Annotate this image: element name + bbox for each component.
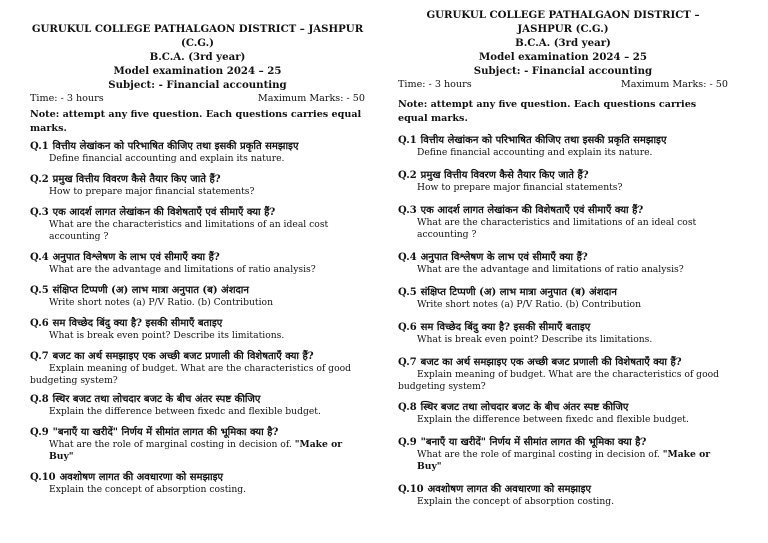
question-number: Q.3 — [398, 205, 417, 216]
question-english: Explain meaning of budget. What are the characteristics of good budgeting system? — [30, 363, 352, 386]
question-hindi: Q.10 अवशोषण लागत की अवधारणा को समझाइए — [398, 484, 592, 495]
question-number: Q.7 — [398, 357, 417, 368]
question-number: Q.6 — [30, 318, 49, 329]
question-number: Q.8 — [30, 394, 49, 405]
exam-title: Model examination 2024 – 25 — [479, 51, 647, 63]
max-marks-label: Maximum Marks: - 50 — [257, 93, 365, 104]
question-item — [30, 206, 365, 243]
time-label: Time: - 3 hours — [30, 93, 104, 104]
question-item — [30, 426, 365, 463]
question-hindi: Q.4 अनुपात विश्लेषण के लाभ एवं सीमाएँ क्या हैं? — [30, 252, 220, 263]
question-english: What are the characteristics and limitations of an ideal cost accounting ? — [49, 219, 329, 242]
exam-note: Note: attempt any five question. Each questions carries equal marks. — [398, 99, 697, 124]
course-name: B.C.A. (3rd year) — [149, 51, 246, 63]
question-item — [30, 471, 365, 496]
question-english: What are the characteristics and limitations of an ideal cost accounting ? — [417, 217, 697, 240]
time-label: Time: - 3 hours — [398, 79, 472, 90]
question-english: Define financial accounting and explain its nature. — [49, 153, 285, 164]
question-number: Q.2 — [30, 174, 49, 185]
college-name: GURUKUL COLLEGE PATHALGAON DISTRICT – JASHPUR (C.G.) — [31, 23, 364, 49]
question-number: Q.8 — [398, 402, 417, 413]
question-english: Explain the concept of absorption costing. — [49, 484, 247, 495]
subject-title: Subject: - Financial accounting — [473, 65, 653, 77]
question-hindi: Q.9 "बनाएँ या खरीदें" निर्णय में सीमांत लागत की भूमिका क्या है? — [398, 437, 647, 448]
question-hindi: Q.1 वित्तीय लेखांकन को परिभाषित कीजिए तथा इसकी प्रकृति समझाइए — [30, 141, 299, 152]
question-number: Q.9 — [30, 427, 49, 438]
question-number: Q.7 — [30, 351, 49, 362]
question-number: Q.3 — [30, 207, 49, 218]
course-name: B.C.A. (3rd year) — [515, 37, 611, 49]
question-english: What are the role of marginal costing in decision of. "Make or Buy" — [49, 439, 343, 462]
college-name: GURUKUL COLLEGE PATHALGAON DISTRICT – JASHPUR (C.G.) — [426, 9, 700, 35]
question-english: What are the advantage and limitations of ratio analysis? — [49, 264, 316, 275]
question-item — [30, 251, 365, 276]
question-item — [30, 140, 365, 165]
question-item — [398, 251, 728, 276]
question-hindi: Q.3 एक आदर्श लागत लेखांकन की विशेषताएँ एवं सीमाएँ क्या हैं? — [398, 205, 644, 216]
question-item — [398, 134, 728, 159]
exam-meta — [30, 92, 365, 106]
question-hindi: Q.2 प्रमुख वित्तीय विवरण कैसे तैयार किए जाते हैं? — [398, 170, 589, 181]
question-hindi: Q.2 प्रमुख वित्तीय विवरण कैसे तैयार किए जाते हैं? — [30, 174, 221, 185]
question-hindi: Q.8 स्थिर बजट तथा लोचदार बजट के बीच अंतर स्पष्ट कीजिए — [398, 402, 629, 413]
question-english: Write short notes (a) P/V Ratio. (b) Contribution — [417, 299, 641, 310]
question-english: Explain meaning of budget. What are the characteristics of good budgeting system? — [398, 369, 720, 392]
question-hindi: Q.1 वित्तीय लेखांकन को परिभाषित कीजिए तथा इसकी प्रकृति समझाइए — [398, 135, 667, 146]
question-hindi: Q.7 बजट का अर्थ समझाइए एक अच्छी बजट प्रणाली की विशेषताएँ क्या हैं? — [398, 357, 682, 368]
question-english: What are the advantage and limitations of ratio analysis? — [417, 264, 684, 275]
question-item — [30, 284, 365, 309]
question-hindi: Q.6 सम विच्छेद बिंदु क्या है? इसकी सीमाएँ बताइए — [30, 318, 223, 329]
question-number: Q.1 — [398, 135, 417, 146]
question-item — [30, 350, 365, 387]
question-hindi: Q.3 एक आदर्श लागत लेखांकन की विशेषताएँ एवं सीमाएँ क्या हैं? — [30, 207, 276, 218]
question-number: Q.4 — [398, 252, 417, 263]
question-item — [398, 356, 728, 393]
question-item — [30, 393, 365, 418]
question-hindi: Q.9 "बनाएँ या खरीदें" निर्णय में सीमांत लागत की भूमिका क्या है? — [30, 427, 279, 438]
question-hindi: Q.8 स्थिर बजट तथा लोचदार बजट के बीच अंतर स्पष्ट कीजिए — [30, 394, 261, 405]
exam-meta — [398, 78, 728, 92]
question-item — [398, 286, 728, 311]
question-item — [30, 173, 365, 198]
question-number: Q.5 — [398, 287, 417, 298]
max-marks-label: Maximum Marks: - 50 — [620, 79, 728, 90]
subject-title: Subject: - Financial accounting — [108, 79, 287, 91]
question-english: Define financial accounting and explain its nature. — [417, 147, 653, 158]
question-item — [398, 204, 728, 241]
question-number: Q.10 — [30, 472, 56, 483]
question-item — [398, 401, 728, 426]
question-english: Explain the difference between fixedc and flexible budget. — [417, 414, 689, 425]
question-english: How to prepare major financial statements? — [49, 186, 255, 197]
exam-page-right — [398, 0, 728, 508]
question-number: Q.1 — [30, 141, 49, 152]
question-item — [398, 321, 728, 346]
question-number: Q.9 — [398, 437, 417, 448]
question-item — [398, 483, 728, 508]
question-item — [398, 169, 728, 194]
question-item — [398, 436, 728, 473]
question-number: Q.6 — [398, 322, 417, 333]
exam-title: Model examination 2024 – 25 — [113, 65, 282, 77]
question-number: Q.4 — [30, 252, 49, 263]
question-hindi: Q.5 संक्षिप्त टिप्पणी (अ) लाभ मात्रा अनुपात (ब) अंशदान — [398, 287, 617, 298]
question-number: Q.2 — [398, 170, 417, 181]
question-hindi: Q.5 संक्षिप्त टिप्पणी (अ) लाभ मात्रा अनुपात (ब) अंशदान — [30, 285, 249, 296]
question-english: How to prepare major financial statements? — [417, 182, 623, 193]
question-english: Write short notes (a) P/V Ratio. (b) Contribution — [49, 297, 273, 308]
question-english: Explain the concept of absorption costing. — [417, 496, 615, 507]
question-hindi: Q.4 अनुपात विश्लेषण के लाभ एवं सीमाएँ क्या हैं? — [398, 252, 588, 263]
exam-note: Note: attempt any five question. Each questions carries equal marks. — [30, 109, 362, 134]
question-english: What are the role of marginal costing in decision of. "Make or Buy" — [417, 449, 711, 472]
question-hindi: Q.10 अवशोषण लागत की अवधारणा को समझाइए — [30, 472, 224, 483]
question-hindi: Q.6 सम विच्छेद बिंदु क्या है? इसकी सीमाएँ बताइए — [398, 322, 591, 333]
question-english: What is break even point? Describe its limitations. — [417, 334, 653, 345]
question-item — [30, 317, 365, 342]
question-number: Q.10 — [398, 484, 424, 495]
question-number: Q.5 — [30, 285, 49, 296]
exam-page-left — [30, 0, 365, 496]
question-english: Explain the difference between fixedc and flexible budget. — [49, 406, 321, 417]
question-english: What is break even point? Describe its limitations. — [49, 330, 285, 341]
question-hindi: Q.7 बजट का अर्थ समझाइए एक अच्छी बजट प्रणाली की विशेषताएँ क्या हैं? — [30, 351, 314, 362]
